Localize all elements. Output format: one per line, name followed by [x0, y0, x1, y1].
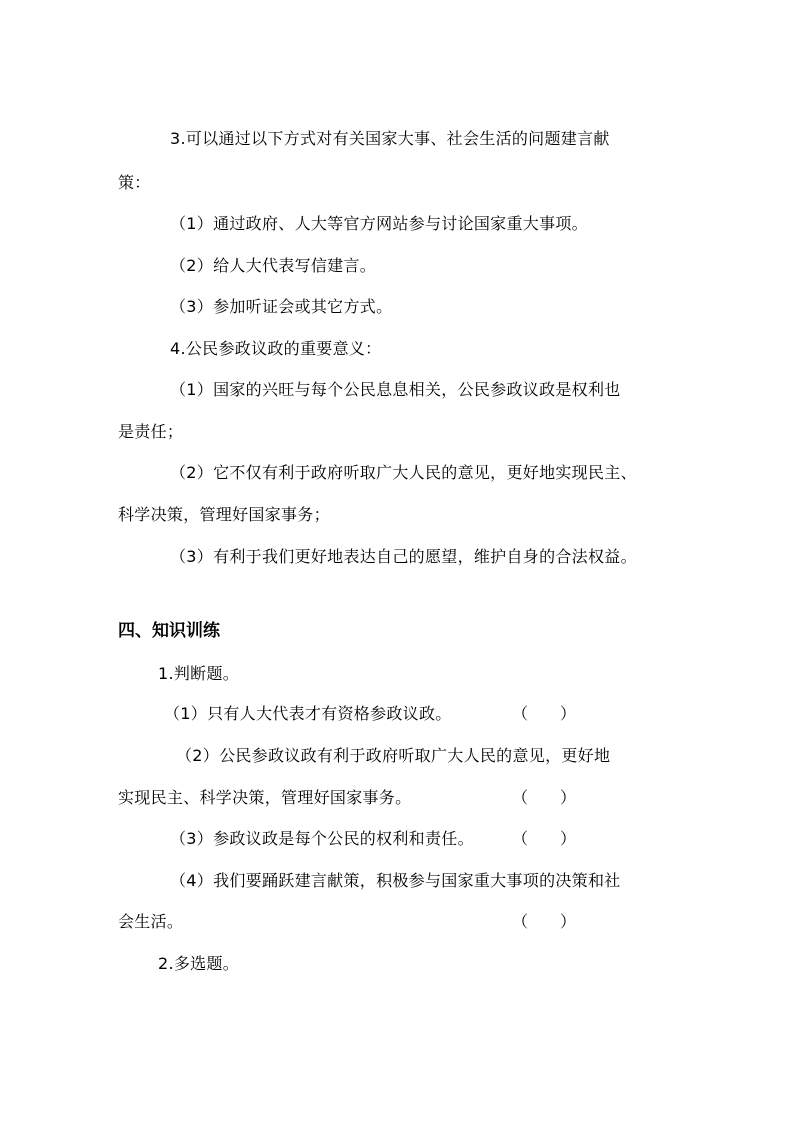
- q1-item-4-answer-blank[interactable]: （ ）: [512, 912, 577, 931]
- q1-item-2-line2: 实现民主、科学决策，管理好国家事务。: [118, 788, 412, 807]
- section4-item1-line1: （1）国家的兴旺与每个公民息息相关，公民参政议政是权利也: [170, 380, 621, 399]
- section3-item-1: （1）通过政府、人大等官方网站参与讨论国家重大事项。: [170, 214, 588, 233]
- q1-title: 1.判断题。: [158, 664, 240, 683]
- section4-item3: （3）有利于我们更好地表达自己的愿望，维护自身的合法权益。: [170, 547, 637, 566]
- section3-title-line1: 3.可以通过以下方式对有关国家大事、社会生活的问题建言献: [170, 129, 610, 148]
- q1-item-4-line1: （4）我们要踊跃建言献策，积极参与国家重大事项的决策和社: [170, 871, 621, 890]
- section3-title-line2: 策：: [118, 173, 151, 192]
- q1-item-3: （3）参政议政是每个公民的权利和责任。: [170, 829, 474, 848]
- q1-item-1-answer-blank[interactable]: （ ）: [512, 704, 577, 723]
- q1-item-1: （1）只有人大代表才有资格参政议政。: [164, 704, 452, 723]
- q1-item-2-answer-blank[interactable]: （ ）: [512, 788, 577, 807]
- q1-item-3-answer-blank[interactable]: （ ）: [512, 829, 577, 848]
- section3-item-2: （2）给人大代表写信建言。: [170, 256, 377, 275]
- training-heading: 四、知识训练: [118, 621, 220, 641]
- section4-title: 4.公民参政议政的重要意义：: [170, 339, 382, 358]
- q1-item-4-line2: 会生活。: [118, 912, 184, 931]
- section4-item1-line2: 是责任；: [118, 422, 184, 441]
- section4-item2-line1: （2）它不仅有利于政府听取广大人民的意见，更好地实现民主、: [170, 463, 637, 482]
- q2-title: 2.多选题。: [158, 954, 240, 973]
- q1-item-2-line1: （2）公民参政议政有利于政府听取广大人民的意见，更好地: [176, 746, 611, 765]
- section3-item-3: （3）参加听证会或其它方式。: [170, 297, 393, 316]
- section4-item2-line2: 科学决策，管理好国家事务；: [118, 505, 330, 524]
